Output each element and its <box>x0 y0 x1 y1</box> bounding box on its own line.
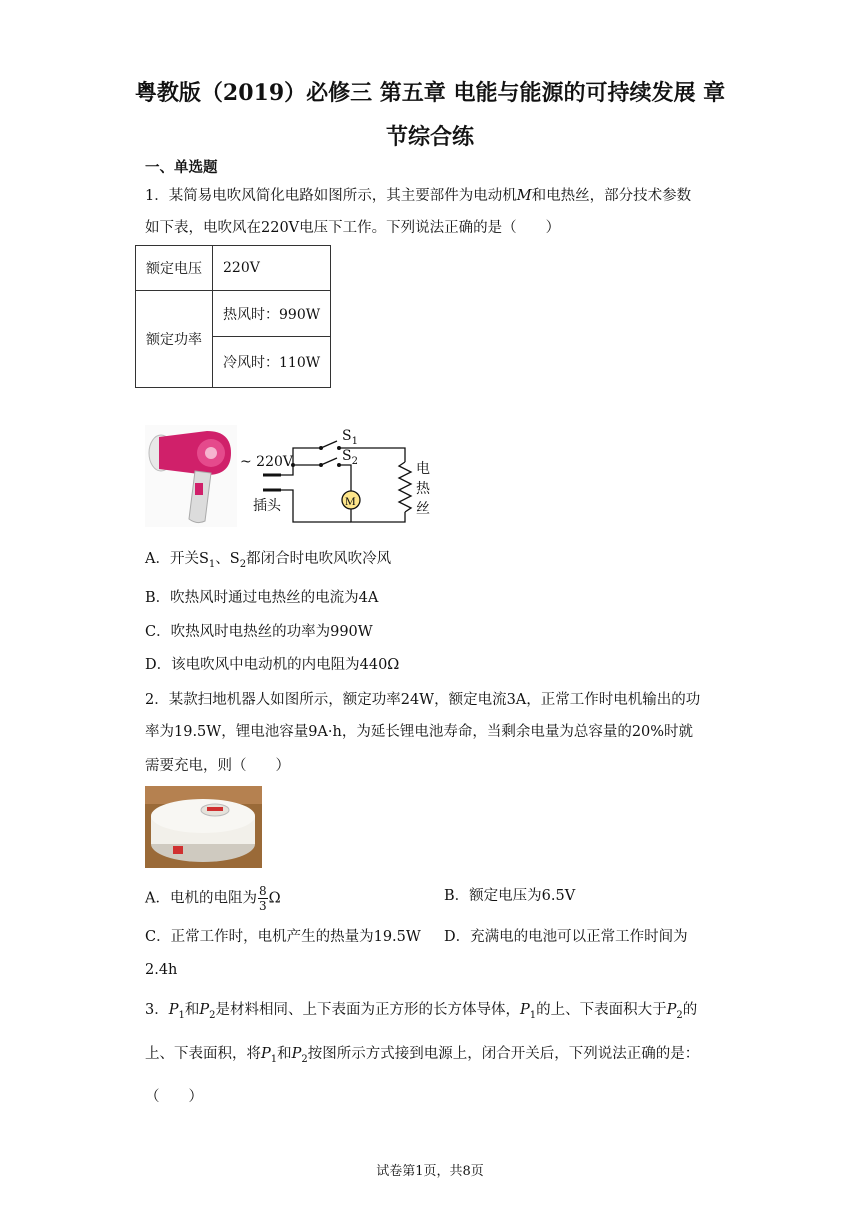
q1-text-line2: 如下表，电吹风在220V电压下工作。下列说法正确的是（ ） <box>145 220 561 236</box>
q3-text-line2: 上、下表面积，将$P_1$和$P_2$按图所示方式接到电源上，闭合开关后，下列说法正确的是： <box>145 1046 700 1065</box>
q2-text-line3: 需要充电，则（ ） <box>145 758 290 774</box>
q2-option-d: D．充满电的电池可以正常工作时间为 <box>444 929 688 945</box>
q2-option-a: A．电机的电阻为 $\frac{8}{3}$ Ω <box>145 884 281 913</box>
q2-text-line1: 2．某款扫地机器人如图所示，额定功率24W，额定电流3A，正常工作时电机输出的功 <box>145 692 701 708</box>
rated-voltage-value: 220V <box>213 246 331 291</box>
hair-dryer-image <box>145 425 237 527</box>
page-title-continued: 节综合练 <box>385 124 474 150</box>
motor-label: M <box>345 494 356 508</box>
q3-text-line1: 3．$P_1$和$P_2$是材料相同、上下表面为正方形的长方体导体，$P_1$的上、下表面积大于$P_2$的 <box>145 1002 698 1021</box>
q2-option-b: B．额定电压为6.5V <box>444 888 576 904</box>
robot-vacuum-image <box>145 786 262 868</box>
plug-label: 插头 <box>253 498 281 514</box>
switch-s1-label: $S_1$ <box>342 428 358 447</box>
heater-label: 电 热 丝 <box>416 461 430 517</box>
q1-option-b: B．吹热风时通过电热丝的电流为4A <box>145 590 379 606</box>
q2-option-d-continued: 2.4h <box>145 962 178 978</box>
q2-text-line2: 率为19.5W，锂电池容量9A·h，为延长锂电池寿命，当剩余电量为总容量的20%时就 <box>145 724 694 740</box>
hot-wind-power: 热风时：990W <box>213 291 331 337</box>
q1-text-line1: 1．某简易电吹风简化电路如图所示，其主要部件为电动机M和电热丝，部分技术参数 <box>145 188 692 204</box>
voltage-source-label: ~ 220V <box>240 454 294 470</box>
section-heading: 一、单选题 <box>145 159 218 176</box>
q3-text-line3: （ ） <box>145 1089 203 1105</box>
rated-power-label: 额定功率 <box>136 291 213 388</box>
page-footer: 试卷第1页，共8页 <box>376 1164 484 1179</box>
q2-option-c: C．正常工作时，电机产生的热量为19.5W <box>145 929 421 945</box>
q1-option-d: D．该电吹风中电动机的内电阻为440Ω <box>145 657 400 673</box>
rated-voltage-label: 额定电压 <box>136 246 213 291</box>
page-title: 粤教版（2019）必修三 第五章 电能与能源的可持续发展 章 <box>134 80 726 106</box>
q1-option-c: C．吹热风时电热丝的功率为990W <box>145 624 373 640</box>
fraction-8-3: $\frac{8}{3}$ <box>258 884 267 913</box>
q1-option-a: A．开关$S_1$、$S_2$都闭合时电吹风吹冷风 <box>145 551 392 570</box>
cold-wind-power: 冷风时：110W <box>213 337 331 388</box>
q1-spec-table <box>135 245 331 388</box>
switch-s2-label: $S_2$ <box>342 448 358 467</box>
